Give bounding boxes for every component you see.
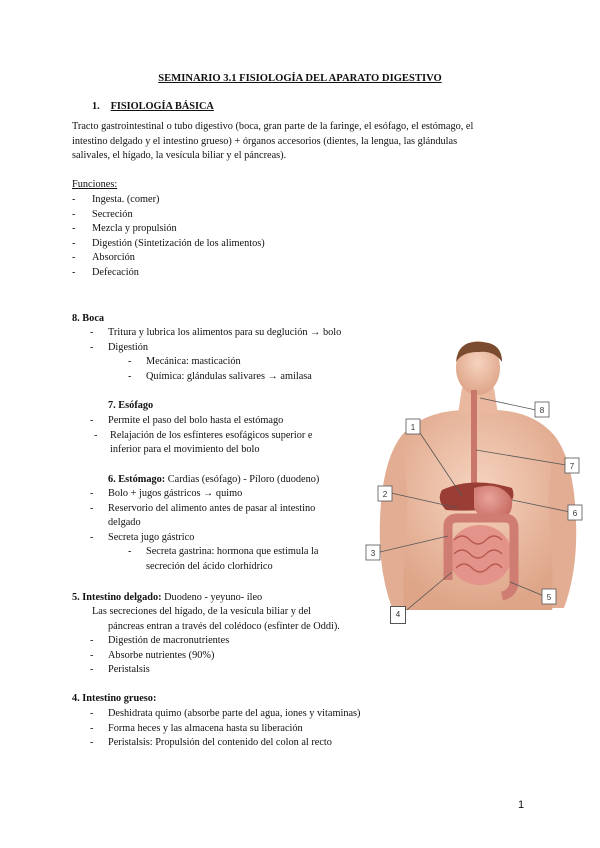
digestive-system-illustration: [362, 340, 592, 610]
intro-line: intestino delgado y el intestino grueso) + órganos accesorios (dientes, la lengua, las glándulas: [72, 135, 458, 147]
intro-line: Tracto gastrointestinal o tubo digestivo (boca, gran parte de la faringe, el esófago, el estómago, el: [72, 121, 474, 132]
funciones-heading: Funciones:: [72, 179, 118, 190]
page-number: 1: [518, 799, 525, 811]
list-item: - Digestión: [90, 341, 149, 353]
estomago-list: [90, 487, 315, 545]
intro-paragraph: [72, 120, 512, 164]
list-item: - Absorción: [72, 252, 135, 264]
list-item: - Defecación: [72, 266, 139, 278]
intestino-delgado-paragraph: Las secreciones del hígado, de la vesícula biliar y del páncreas entran a través del colédoco (esfínter de Oddi).: [92, 606, 340, 632]
list-item: - Peristalsis: [90, 664, 150, 676]
list-item: - Química: glándulas salivares → amilasa: [128, 370, 312, 382]
page-title: SEMINARIO 3.1 FISIOLOGÍA DEL APARATO DIGESTIVO: [158, 73, 442, 84]
small-intestine-shape: [448, 525, 512, 585]
list-item: - Secreta jugo gástrico: [90, 531, 195, 543]
intro-line: salivales, el hígado, la vesícula biliar y el páncreas).: [72, 150, 287, 162]
list-item: - Forma heces y las almacena hasta su liberación: [90, 722, 303, 734]
list-item: - Relajación de los esfínteres esofágicos superior e inferior para el movimiento del bolo: [94, 429, 313, 456]
list-item: - Peristalsis: Propulsión del contenido del colon al recto: [90, 737, 332, 749]
section-number: 1.: [92, 101, 100, 112]
intestino-grueso-heading: 4. Intestino grueso:: [72, 693, 157, 704]
list-item: - Tritura y lubrica los alimentos para su deglución → bolo: [90, 327, 342, 338]
list-item: - Secreta gastrina: hormona que estimula la secreción del ácido clorhídrico: [128, 546, 319, 572]
section-title: FISIOLOGÍA BÁSICA: [110, 101, 214, 112]
boca-list: [90, 326, 341, 355]
boca-heading: 8. Boca: [72, 313, 105, 324]
list-item: - Absorbe nutrientes (90%): [90, 649, 215, 661]
section-heading-fisiologia: [92, 100, 214, 115]
intestino-grueso-list: [90, 707, 360, 751]
figure-label-4-box: 4: [390, 606, 406, 624]
figure-label-7: 7: [569, 462, 575, 471]
intestino-delgado-heading: 5. Intestino delgado: Duodeno - yeyuno- íleo: [72, 592, 263, 603]
list-item: - Deshidrata quimo (absorbe parte del agua, iones y vitaminas): [90, 708, 361, 719]
funciones-list: [72, 193, 265, 281]
esofago-heading: 7. Esófago: [108, 400, 154, 411]
list-item: - Mezcla y propulsión: [72, 223, 177, 235]
list-item: - Digestión (Sintetización de los alimentos): [72, 237, 265, 249]
figure-label-2: 2: [382, 490, 388, 499]
figure-label-8: 8: [539, 406, 545, 415]
estomago-sublist: [128, 545, 318, 574]
list-item: - Secreción: [72, 208, 133, 220]
list-item: - Reservorio del alimento antes de pasar al intestino delgado: [90, 502, 316, 529]
figure-label-6: 6: [572, 509, 578, 518]
boca-sublist: [128, 355, 312, 384]
figure-label-1: 1: [410, 423, 416, 432]
list-item: - Mecánica: masticación: [128, 356, 241, 367]
intestino-delgado-list: [90, 634, 229, 678]
list-item: - Ingesta. (comer): [72, 194, 160, 205]
list-item: - Digestión de macronutrientes: [90, 635, 230, 646]
figure-label-5: 5: [546, 593, 552, 602]
list-item: - Bolo + jugos gástricos → quimo: [90, 488, 243, 499]
list-item: - Permite el paso del bolo hasta el estómago: [90, 415, 284, 426]
esofago-list: [90, 414, 312, 458]
estomago-heading: 6. Estómago: Cardias (esófago) - Píloro (duodeno): [108, 474, 320, 485]
figure-label-3: 3: [370, 549, 376, 558]
